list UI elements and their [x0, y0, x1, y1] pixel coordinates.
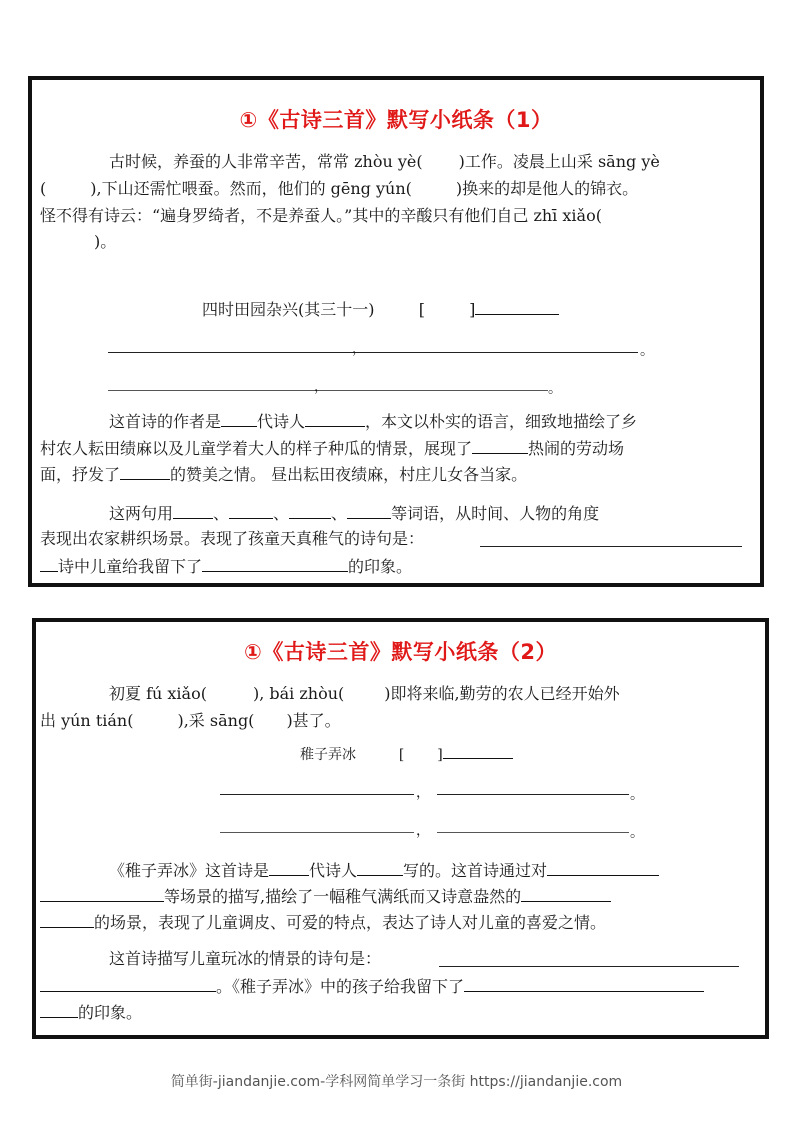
para2-line-3: 的场景，表现了儿童调皮、可爱的特点，表达了诗人对儿童的喜爱之情。 [40, 911, 606, 933]
para2-line-2: 等场景的描写,描绘了一幅稚气满纸而又诗意盎然的 [40, 885, 611, 907]
scene-blank[interactable] [547, 859, 659, 876]
poem-quote-blank[interactable] [480, 546, 742, 547]
scene-description-blank[interactable] [521, 885, 611, 902]
intro-line-1: 古时候，养蚕的人非常辛苦，常常 zhòu yè( )工作。凌晨上山采 sāng yè [109, 152, 660, 171]
para3-line-1: 这两句用 、 、 、 等词语，从时间、人物的角度 [109, 504, 600, 523]
scene-description-blank-continued[interactable] [40, 911, 94, 928]
poem-line-2a-blank[interactable] [220, 832, 414, 833]
para2-line-1: 《稚子弄冰》这首诗是 代诗人 写的。这首诗通过对 [109, 859, 659, 881]
poem-title: 稚子弄冰 [300, 747, 356, 763]
card-title: ①《古诗三首》默写小纸条（1） [239, 108, 553, 132]
para2-line-3: 面，抒发了 的赞美之情。 昼出耘田夜绩麻，村庄儿女各当家。 [40, 465, 528, 484]
scene-blank-continued[interactable] [40, 885, 164, 902]
poet-answer-blank[interactable] [357, 859, 403, 876]
poet-blank[interactable] [475, 298, 559, 315]
intro-line-2: ( ),下山还需忙喂蚕。然而，他们的 gēng yún( )换来的却是他人的锦衣。 [40, 179, 639, 198]
intro-line-4: )。 [94, 232, 117, 251]
poem-line-1a-blank[interactable] [220, 794, 414, 795]
dynasty-answer-blank[interactable] [221, 410, 257, 427]
dynasty-answer-blank[interactable] [269, 859, 309, 876]
worksheet-card-2: ①《古诗三首》默写小纸条（2） 初夏 fú xiǎo( ), bái zhòu( )即将来临,勤劳的农人已经开始外 出 yún tián( ),采 sāng( )甚了。 稚子弄冰 [ ] ， 。 ， 。 《稚子弄冰》这首诗是 代诗人 写的。这首诗通过对 等场景的描写,描绘了一幅稚气满纸而又诗意盎然的 的场景，表现了儿童调皮、可爱的特点，表达了诗人对儿童的喜爱之情。 这首诗描写儿童玩冰的情景的诗句是： 。《稚子弄冰》中的孩子给我留下了 的印象。 [32, 618, 769, 1039]
poem-line-1-blank[interactable] [108, 352, 638, 353]
para3-line-2: 。《稚子弄冰》中的孩子给我留下了 [40, 975, 704, 997]
poem-quote-blank[interactable] [439, 966, 739, 967]
poem-line-1b-blank[interactable] [437, 794, 629, 795]
para3-line-1: 这首诗描写儿童玩冰的情景的诗句是： [109, 949, 382, 968]
poem-line-2-blank[interactable] [108, 390, 548, 391]
intro-line-3: 怪不得有诗云：“遍身罗绮者，不是养蚕人。”其中的辛酸只有他们自己 zhī xiǎo( [40, 206, 602, 225]
impression-blank[interactable] [464, 975, 704, 992]
answer-blank[interactable] [347, 502, 391, 519]
poem-title-line: 四时田园杂兴(其三十一) [ ] [202, 298, 559, 320]
answer-blank[interactable] [472, 437, 528, 454]
intro-line-2: 出 yún tián( ),采 sāng( )甚了。 [40, 711, 341, 730]
footer-watermark: 简单街-jiandanjie.com-学科网简单学习一条街 https://jiandanjie.com [170, 1074, 623, 1090]
answer-blank[interactable] [173, 502, 213, 519]
intro-line-1: 初夏 fú xiǎo( ), bái zhòu( )即将来临,勤劳的农人已经开始外 [109, 684, 620, 703]
para3-line-3: 的印象。 [40, 1001, 142, 1023]
worksheet-card-1: ①《古诗三首》默写小纸条（1） 古时候，养蚕的人非常辛苦，常常 zhòu yè( )工作。凌晨上山采 sāng yè ( ),下山还需忙喂蚕。然而，他们的 gēng yún( )换来的却是他人的锦衣。 怪不得有诗云：“遍身罗绮者，不是养蚕人。”其中的辛酸只有他们自己 zhī xiǎo( )。 四时田园杂兴(其三十一) [ ] ， 。 ， 。 这首诗的作者是 代诗人 ，本文以朴实的语言，细致地描绘了乡 村农人耘田绩麻以及儿童学着大人的样子种瓜的情景，展现了 热闹的劳动场 面，抒发了 的赞美之情。 昼出耘田夜绩麻，村庄儿女各当家。 这两句用 、 、 、 等词语，从时间、人物的角度 表现出农家耕织场景。表现了孩童天真稚气的诗句是： 诗中儿童给我留下了 的印象。 [28, 76, 764, 587]
poet-blank[interactable] [443, 744, 513, 759]
impression-blank-continued[interactable] [40, 1001, 78, 1018]
poet-answer-blank[interactable] [305, 410, 365, 427]
para2-line-1: 这首诗的作者是 代诗人 ，本文以朴实的语言，细致地描绘了乡 [109, 412, 638, 431]
poem-line-2b-blank[interactable] [437, 832, 629, 833]
para2-line-2: 村农人耘田绩麻以及儿童学着大人的样子种瓜的情景，展现了 热闹的劳动场 [40, 439, 625, 458]
answer-blank[interactable] [289, 502, 331, 519]
poem-title-line: 稚子弄冰 [ ] [300, 744, 513, 765]
para3-line-3: 诗中儿童给我留下了 的印象。 [40, 555, 412, 577]
answer-blank[interactable] [120, 463, 170, 480]
para3-line-2: 表现出农家耕织场景。表现了孩童天真稚气的诗句是： [40, 529, 425, 548]
poem-quote-blank-continued[interactable] [40, 975, 216, 992]
answer-blank-continued[interactable] [40, 555, 58, 572]
card-title: ①《古诗三首》默写小纸条（2） [244, 640, 557, 664]
impression-blank[interactable] [202, 555, 348, 572]
poem-title: 四时田园杂兴(其三十一) [202, 300, 375, 319]
answer-blank[interactable] [229, 502, 273, 519]
